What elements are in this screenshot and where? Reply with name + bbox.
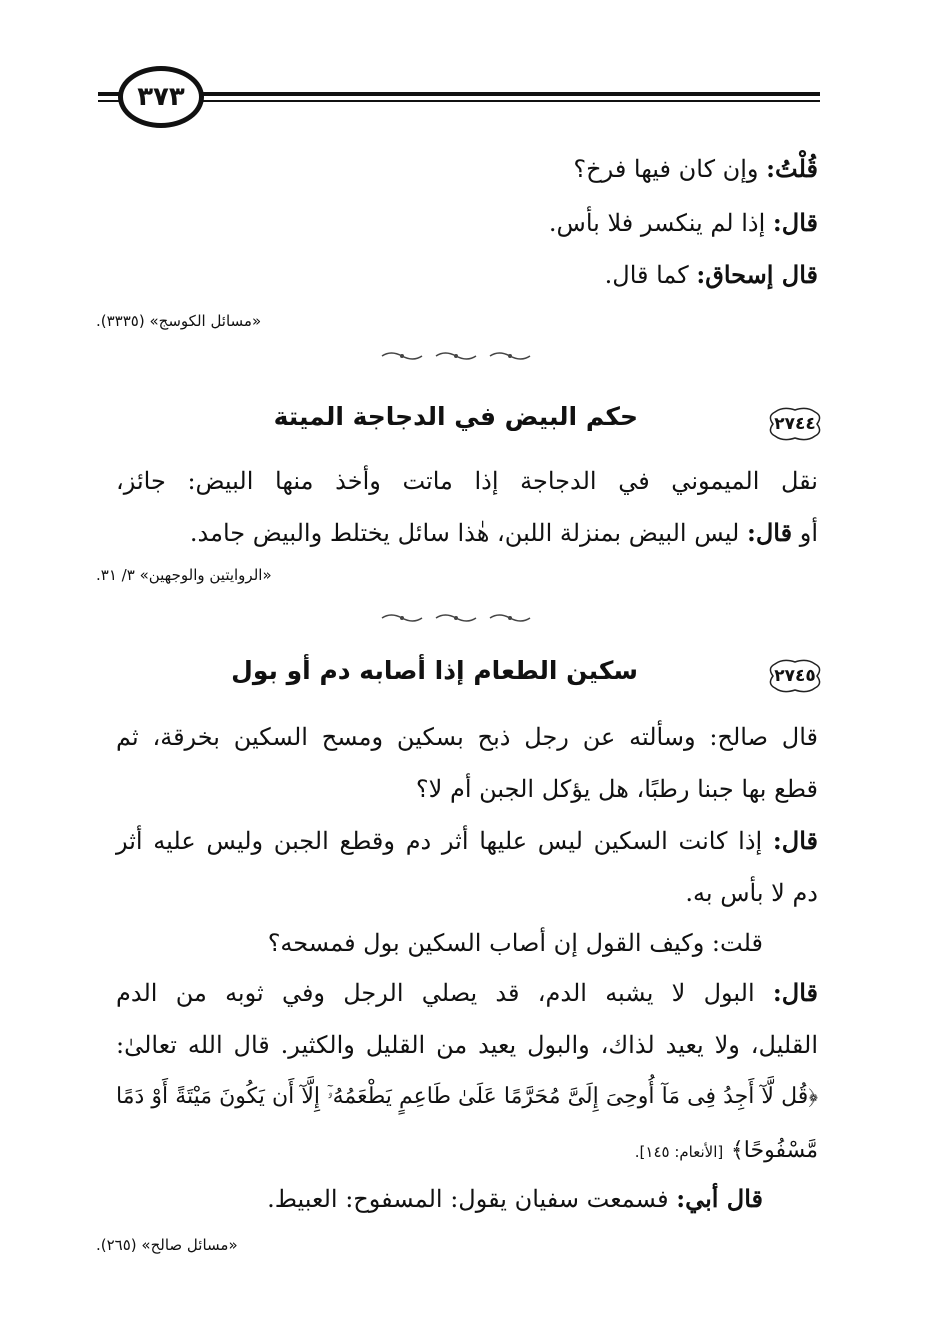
speaker-label: قال: [772, 208, 818, 237]
paragraph-line: قلت: وكيف القول إن أصاب السكين بول فمسحه؟ [267, 929, 763, 957]
paragraph-line [267, 1182, 763, 1216]
ornament-icon [488, 612, 532, 624]
line-text: إذا لم ينكسر فلا بأس. [548, 209, 766, 237]
header-rule-top [98, 92, 820, 96]
section-heading: سكين الطعام إذا أصابه دم أو بول [231, 656, 638, 685]
line-text: إذا كانت السكين ليس عليها أثر دم وقطع الجبن وليس عليه أثر [116, 827, 763, 855]
quran-verse-line: ﴿قُل لَّآ أَجِدُ فِى مَآ أُوحِىَ إِلَىَّ مُحَرَّمًا عَلَىٰ طَاعِمٍ يَطْعَمُهُۥٓ إِلَّآ أَن يَكُونَ مَيْتَةً أَوْ دَمًا [116, 1084, 818, 1109]
verse-reference: [الأنعام: ١٤٥]. [634, 1143, 724, 1161]
paragraph-line [116, 824, 818, 858]
issue-number: ٢٧٤٤ [774, 414, 816, 434]
source-citation: «الروايتين والوجهين» ٣/ ٣١. [96, 566, 272, 584]
line-ishaq [605, 258, 818, 292]
quran-verse-line [635, 1132, 818, 1169]
paragraph-line: القليل، ولا يعيد لذاك، والبول يعيد من القليل والكثير. قال الله تعالىٰ: [116, 1031, 818, 1059]
issue-number-badge [765, 656, 825, 696]
speaker-label: قُلْتُ: [766, 154, 818, 183]
source-citation: «مسائل صالح» (٢٦٥). [96, 1236, 238, 1254]
paragraph-line [116, 976, 818, 1010]
prefix-text: أو [799, 519, 818, 547]
source-citation: «مسائل الكوسج» (٣٣٣٥). [96, 312, 262, 330]
paragraph-line: قطع بها جبنا رطبًا، هل يؤكل الجبن أم لا؟ [415, 775, 818, 803]
ornament-icon [488, 350, 532, 362]
paragraph-line [190, 516, 818, 550]
line-text: كما قال. [604, 261, 689, 289]
page-number-badge [118, 66, 204, 128]
section-divider-ornament [380, 350, 532, 362]
verse-text: مَّسْفُوحًا﴾ [730, 1138, 818, 1163]
line-text: ليس البيض بمنزلة اللبن، هٰذا سائل يختلط والبيض جامد. [189, 519, 740, 547]
paragraph-line: نقل الميموني في الدجاجة إذا ماتت وأخذ منها البيض: جائز، [116, 467, 818, 495]
speaker-label: قال: [772, 826, 818, 855]
ornament-icon [434, 350, 478, 362]
speaker-label: قال: [747, 518, 793, 547]
speaker-label: قال أبي: [676, 1184, 763, 1213]
ornament-icon [380, 612, 424, 624]
section-heading: حكم البيض في الدجاجة الميتة [273, 402, 638, 431]
header-rule-bottom [98, 100, 820, 102]
line-text: فسمعت سفيان يقول: المسفوح: العبيط. [267, 1185, 669, 1213]
paragraph-line: دم لا بأس به. [685, 879, 818, 907]
speaker-label: قال: [772, 978, 818, 1007]
section-divider-ornament [380, 612, 532, 624]
line-qala [549, 206, 818, 240]
paragraph-line: قال صالح: وسألته عن رجل ذبح بسكين ومسح السكين بخرقة، ثم [116, 723, 818, 751]
ornament-icon [434, 612, 478, 624]
page-number: ٣٧٣ [137, 82, 185, 112]
ornament-icon [380, 350, 424, 362]
issue-number: ٢٧٤٥ [774, 666, 816, 686]
line-text: البول لا يشبه الدم، قد يصلي الرجل وفي ثوبه من الدم [116, 979, 755, 1007]
line-text: وإن كان فيها فرخ؟ [573, 155, 759, 183]
speaker-label: قال إسحاق: [696, 260, 818, 289]
issue-number-badge [765, 404, 825, 444]
line-qultu [573, 152, 818, 186]
